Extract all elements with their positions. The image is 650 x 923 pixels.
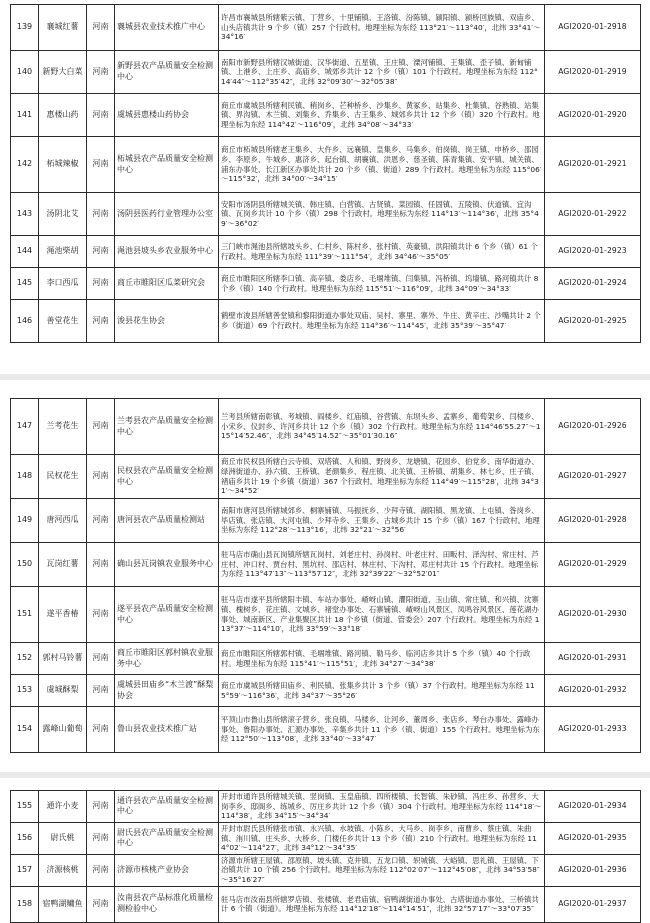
cell-scope: 济源市所辖王屋镇、邵原镇、坡头镇、克井镇、五龙口镇、轵城镇、大峪镇、思礼镇、王屋镇、下冶镇共计 10 个镇 256 个行政村。地理坐标为东经 112°02′07″～112°45′08″，北纬 34°53′58″～35°16′27″ [219,854,545,886]
cell-name: 惠楼山药 [39,94,87,137]
cell-prov: 河南 [87,5,115,51]
cell-code: AGI2020-01-2934 [545,791,641,823]
table-row [11,94,641,137]
table-row [11,543,641,587]
cell-num: 151 [11,587,39,643]
cell-code: AGI2020-01-2935 [545,822,641,854]
cell-name: 渑池柴胡 [39,236,87,268]
cell-num: 157 [11,854,39,886]
cell-scope: 商丘市柘城县所辖老王集乡、大仵乡、远襄镇、皇集乡、马集乡、伯岗镇、岗王镇、申桥乡、邵园乡、李原乡、牛城乡、惠济乡、起台镇、胡襄镇、洪恩乡、慈圣镇、陈青集镇、安平镇、城关镇、浦东办事处、长江新区办事处共计 20 个乡（镇、街道）289 个行政村。地理坐标为东经 115°06′～115°32′，北纬 34°00′～34°15′ [219,137,545,193]
cell-name: 遂平香椿 [39,587,87,643]
cell-prov: 河南 [87,51,115,94]
cell-org: 汤阴县医药行业管理办公室 [115,193,219,236]
cell-name: 宿鸭湖鳙鱼 [39,886,87,922]
cell-code: AGI2020-01-2936 [545,854,641,886]
cell-scope: 鹤壁市浚县所辖善堂镇和黎阳街道办事处双庙、吴村、寨里、寨外、牛庄、黄辛庄、沙嘴共计 2 个乡（街道）69 个行政村。地理坐标为东经 114°36′～114°45′，北纬 35°39′～35°47′ [219,300,545,343]
cell-prov: 河南 [87,193,115,236]
cell-name: 济源核桃 [39,854,87,886]
table-row [11,137,641,193]
cell-org: 鲁山县农业技术推广站 [115,707,219,753]
cell-code: AGI2020-01-2922 [545,193,641,236]
cell-code: AGI2020-01-2921 [545,137,641,193]
table-row [11,854,641,886]
cell-scope: 驻马店市确山县瓦岗镇所辖瓦岗村、刘老庄村、孙岗村、叶老庄村、田畈村、泽沟村、常庄村、芦庄村、冲口村、贾台村、黑坑村、邵店村、林庄村、下沟村、邓庄村共计 15 个行政村。地理坐标为东经 113°47′13″～113°57′12″，北纬 32°39′22″～32°52′01″ [219,543,545,587]
cell-prov: 河南 [87,643,115,675]
cell-prov: 河南 [87,268,115,300]
page-gap-1 [0,374,650,380]
cell-scope: 许昌市襄城县所辖紫云镇、丁营乡、十里铺镇、王洛镇、汾陈镇、颍阳镇、颍桥回族镇、双庙乡、山头店镇共计 9 个乡（镇）257 个行政村。地理坐标为东经 113°21′～113°40′，北纬 33°41′～34°16′ [219,5,545,51]
cell-name: 唐河西瓜 [39,499,87,543]
table-row [11,236,641,268]
cell-org: 渑池县坡头乡农业服务中心 [115,236,219,268]
table-row [11,399,641,455]
cell-scope: 商丘市虞城县所辖田庙乡、利民镇、张集乡共计 3 个乡（镇）37 个行政村。地理坐标为东经 115°59′～116°36′，北纬 34°37′～35°26′ [219,675,545,707]
cell-num: 143 [11,193,39,236]
cell-num: 153 [11,675,39,707]
cell-num: 150 [11,543,39,587]
table-row [11,5,641,51]
cell-prov: 河南 [87,300,115,343]
cell-name: 李口西瓜 [39,268,87,300]
cell-org: 新野县农产品质量安全检测中心 [115,51,219,94]
table-row [11,193,641,236]
product-table-1 [10,4,641,343]
cell-name: 善堂花生 [39,300,87,343]
cell-prov: 河南 [87,236,115,268]
cell-org: 济源市核桃产业协会 [115,854,219,886]
cell-name: 柘城辣椒 [39,137,87,193]
cell-num: 145 [11,268,39,300]
table-row [11,499,641,543]
cell-num: 158 [11,886,39,922]
cell-scope: 平顶山市鲁山县所辖滚子营乡、张良镇、马楼乡、让河乡、董周乡、张店乡、琴台办事处、露峰办事处、鲁阳办事处、汇源办事处、辛集乡共计 11 个乡（镇、街道）155 个行政村。地理坐标为东经 112°50′～113°08′，北纬 33°40′～33°47′ [219,707,545,753]
cell-num: 141 [11,94,39,137]
cell-prov: 河南 [87,822,115,854]
cell-scope: 商丘市民权县所辖白云寺镇、双塔镇、人和镇、野岗乡、龙塘镇、花园乡、伯党乡、南华街道办、绿洲街道办、孙六镇、王桥镇、老颜集乡、程庄镇、北关镇、王桥镇、胡集乡、林七乡、庄子镇、褚庙乡共计 19 个乡镇（街道）367 个行政村。地理坐标为东经 114°49′～115°28′，北纬 34°31′～34°52′ [219,455,545,499]
cell-num: 147 [11,399,39,455]
table-row [11,300,641,343]
table-page-3 [10,790,640,923]
cell-org: 虞城县田庙乡“木兰渡”酥梨协会 [115,675,219,707]
cell-prov: 河南 [87,455,115,499]
cell-num: 148 [11,455,39,499]
cell-scope: 三门峡市渑池县所辖坡头乡、仁村乡、陈村乡、张村镇、英豪镇、洪阳镇共计 6 个乡（镇）61 个行政村。地理坐标为东经 111°39′～111°54′，北纬 34°46′～35°05′ [219,236,545,268]
cell-prov: 河南 [87,587,115,643]
cell-prov: 河南 [87,499,115,543]
cell-num: 154 [11,707,39,753]
cell-prov: 河南 [87,854,115,886]
cell-num: 152 [11,643,39,675]
cell-scope: 驻马店市遂平县所辖阳丰镇、车站办事处、嵖岈山镇、灈阳街道、玉山镇、常庄镇、和兴镇、沈寨镇、槐树乡、花庄镇、文城乡、褚堂办事处、石寨铺镇、嵖岈山风景区、凤鸣谷风景区、莲花湖办事处、城南新区、产业集聚区共计 18 个乡镇（街道、管委会）207 个行政村。地理坐标为东经 113°37′～114°10′，北纬 33°59′～33°18′ [219,587,545,643]
cell-scope: 驻马店市汝南县所辖罗店镇、张楼镇、老君庙镇、宿鸭湖街道办事处、古塔街道办事处、三桥镇共计 6 个镇（街道）。地理坐标为东经 114°12′18″～114°14′51″，北纬 32°57′17″～33°07′35″ [219,886,545,922]
table-row [11,886,641,922]
cell-code: AGI2020-01-2927 [545,455,641,499]
cell-prov: 河南 [87,543,115,587]
cell-org: 兰考县农产品质量安全检测中心 [115,399,219,455]
table-page-1 [10,4,640,343]
cell-prov: 河南 [87,94,115,137]
cell-num: 142 [11,137,39,193]
table-row [11,51,641,94]
cell-scope: 南阳市新野县所辖汉城街道、汉华街道、五星镇、王庄镇、溧河铺镇、王集镇、歪子镇、新甸铺镇、上港乡、上庄乡、高庙乡、城郊乡共计 12 个乡（镇）101 个行政村。地理坐标为东经 112°14′44″～112°35′42″，北纬 32°09′30″～32°05′38″ [219,51,545,94]
cell-org: 襄城县农业技术推广中心 [115,5,219,51]
cell-org: 商丘市睢阳区郭村镇农业服务中心 [115,643,219,675]
cell-prov: 河南 [87,399,115,455]
cell-prov: 河南 [87,137,115,193]
cell-org: 遂平县农产品质量安全检测中心 [115,587,219,643]
cell-scope: 开封市通许县所辖城关镇、竖岗镇、玉皇庙镇、四所楼镇、长智镇、朱砂镇、冯庄乡、孙营乡、大岗李乡、邸阁乡、练城乡、厉庄乡共计 12 个乡（镇）304 个行政村。地理坐标为东经 114°18′～114°38′，北纬 34°15′～34°34′ [219,791,545,823]
cell-scope: 开封市尉氏县所辖张市镇、永兴镇、水坡镇、小陈乡、大马乡、岗李乡、南曹乡、蔡庄镇、朱曲镇、洧川镇、庄头乡、大桥乡、门楼任乡共计 13 个乡（镇）210 个行政村。地理坐标为东经 114°02′～114°27′，北纬 34°12′～34°35′ [219,822,545,854]
cell-scope: 安阳市汤阴县所辖城关镇、韩庄镇、白营镇、古贤镇、菜园镇、任固镇、五陵镇、伏道镇、宜沟镇、瓦岗乡共计 10 个乡（镇）298 个行政村。地理坐标为东经 114°13′～114°36′，北纬 35°49′～36°02′ [219,193,545,236]
cell-code: AGI2020-01-2928 [545,499,641,543]
cell-name: 新野大白菜 [39,51,87,94]
cell-num: 156 [11,822,39,854]
cell-name: 民权花生 [39,455,87,499]
cell-code: AGI2020-01-2920 [545,94,641,137]
table-row [11,643,641,675]
cell-name: 襄城红薯 [39,5,87,51]
cell-code: AGI2020-01-2937 [545,886,641,922]
cell-prov: 河南 [87,886,115,922]
cell-prov: 河南 [87,675,115,707]
table-row [11,455,641,499]
table-row [11,268,641,300]
cell-code: AGI2020-01-2924 [545,268,641,300]
cell-org: 确山县瓦岗镇农业服务中心 [115,543,219,587]
cell-name: 露峰山葡萄 [39,707,87,753]
cell-code: AGI2020-01-2932 [545,675,641,707]
cell-org: 尉氏县农产品质量安全检测中心 [115,822,219,854]
cell-scope: 南阳市唐河县所辖城郊乡、桐寨铺镇、马振抚乡、少拜寺镇、湖阳镇、黑龙镇、上屯镇、昝岗乡、毕店镇、张店镇、大河屯镇、少拜寺乡、王集乡、古城乡共计 15 个乡（镇）167 个行政村。地理坐标为东经 112°28′～113°16′，北纬 32°21′～32°56′ [219,499,545,543]
table-row [11,675,641,707]
cell-code: AGI2020-01-2931 [545,643,641,675]
cell-scope: 商丘市虞城县所辖利民镇、稍岗乡、芒种桥乡、沙集乡、黄冢乡、站集乡、杜集镇、谷熟镇、站集镇、界沟镇、木兰镇、刘集乡、乔集乡、古王集乡、城郊乡共计 12 个乡（镇）320 个行政村。地理坐标为东经 114°42′～116°09′，北纬 34°08′～34°33′ [219,94,545,137]
cell-scope: 商丘市睢阳区所辖郭村镇、毛堌堆镇、路河镇、勒马乡、临河店乡共计 5 个乡（镇）40 个行政村。地理坐标为东经 115°41′～115°51′，北纬 34°27′～34°38′ [219,643,545,675]
cell-name: 郭村马铃薯 [39,643,87,675]
cell-code: AGI2020-01-2930 [545,587,641,643]
product-table-2 [10,398,641,753]
cell-name: 汤阴北艾 [39,193,87,236]
cell-name: 瓦岗红薯 [39,543,87,587]
cell-org: 浚县花生协会 [115,300,219,343]
cell-name: 通许小麦 [39,791,87,823]
cell-org: 汝南县农产品标准化质量检测检验中心 [115,886,219,922]
cell-org: 民权县农产品质量安全检测中心 [115,455,219,499]
cell-num: 139 [11,5,39,51]
page-gap-2 [0,772,650,778]
cell-code: AGI2020-01-2919 [545,51,641,94]
cell-name: 虞城酥梨 [39,675,87,707]
cell-code: AGI2020-01-2933 [545,707,641,753]
table-row [11,791,641,823]
cell-name: 尉氏桃 [39,822,87,854]
product-table-3 [10,790,641,923]
table-row [11,707,641,753]
cell-code: AGI2020-01-2926 [545,399,641,455]
cell-prov: 河南 [87,707,115,753]
cell-name: 兰考花生 [39,399,87,455]
cell-org: 唐河县农产品质量检测站 [115,499,219,543]
cell-num: 149 [11,499,39,543]
cell-code: AGI2020-01-2918 [545,5,641,51]
table-page-2 [10,398,640,753]
cell-org: 柘城县农产品质量安全检测中心 [115,137,219,193]
cell-org: 商丘市睢阳区瓜菜研究会 [115,268,219,300]
cell-code: AGI2020-01-2925 [545,300,641,343]
cell-code: AGI2020-01-2929 [545,543,641,587]
cell-org: 通许县农产品质量安全检测中心 [115,791,219,823]
table-row [11,587,641,643]
cell-num: 155 [11,791,39,823]
cell-scope: 兰考县所辖南彰镇、考城镇、阎楼乡、红庙镇、谷营镇、东坝头乡、孟寨乡、葡萄架乡、闫楼乡、小宋乡、仪封乡、许河乡共计 12 个乡（镇）302 个行政村。地理坐标为东经 114°46′55.27″～115°14′52.46″，北纬 34°45′14.52″～35°01′30.16″ [219,399,545,455]
cell-num: 140 [11,51,39,94]
cell-num: 144 [11,236,39,268]
cell-scope: 商丘市睢阳区所辖李口镇、高辛镇、娄店乡、毛堌堆镇、闫集镇、冯桥镇、坞墙镇、路河镇共计 8 个乡（镇）140 个行政村。地理坐标为东经 115°51′～116°09′，北纬 34°09′～34°33′ [219,268,545,300]
cell-org: 虞城县惠楼山药协会 [115,94,219,137]
cell-num: 146 [11,300,39,343]
table-row [11,822,641,854]
cell-prov: 河南 [87,791,115,823]
cell-code: AGI2020-01-2923 [545,236,641,268]
